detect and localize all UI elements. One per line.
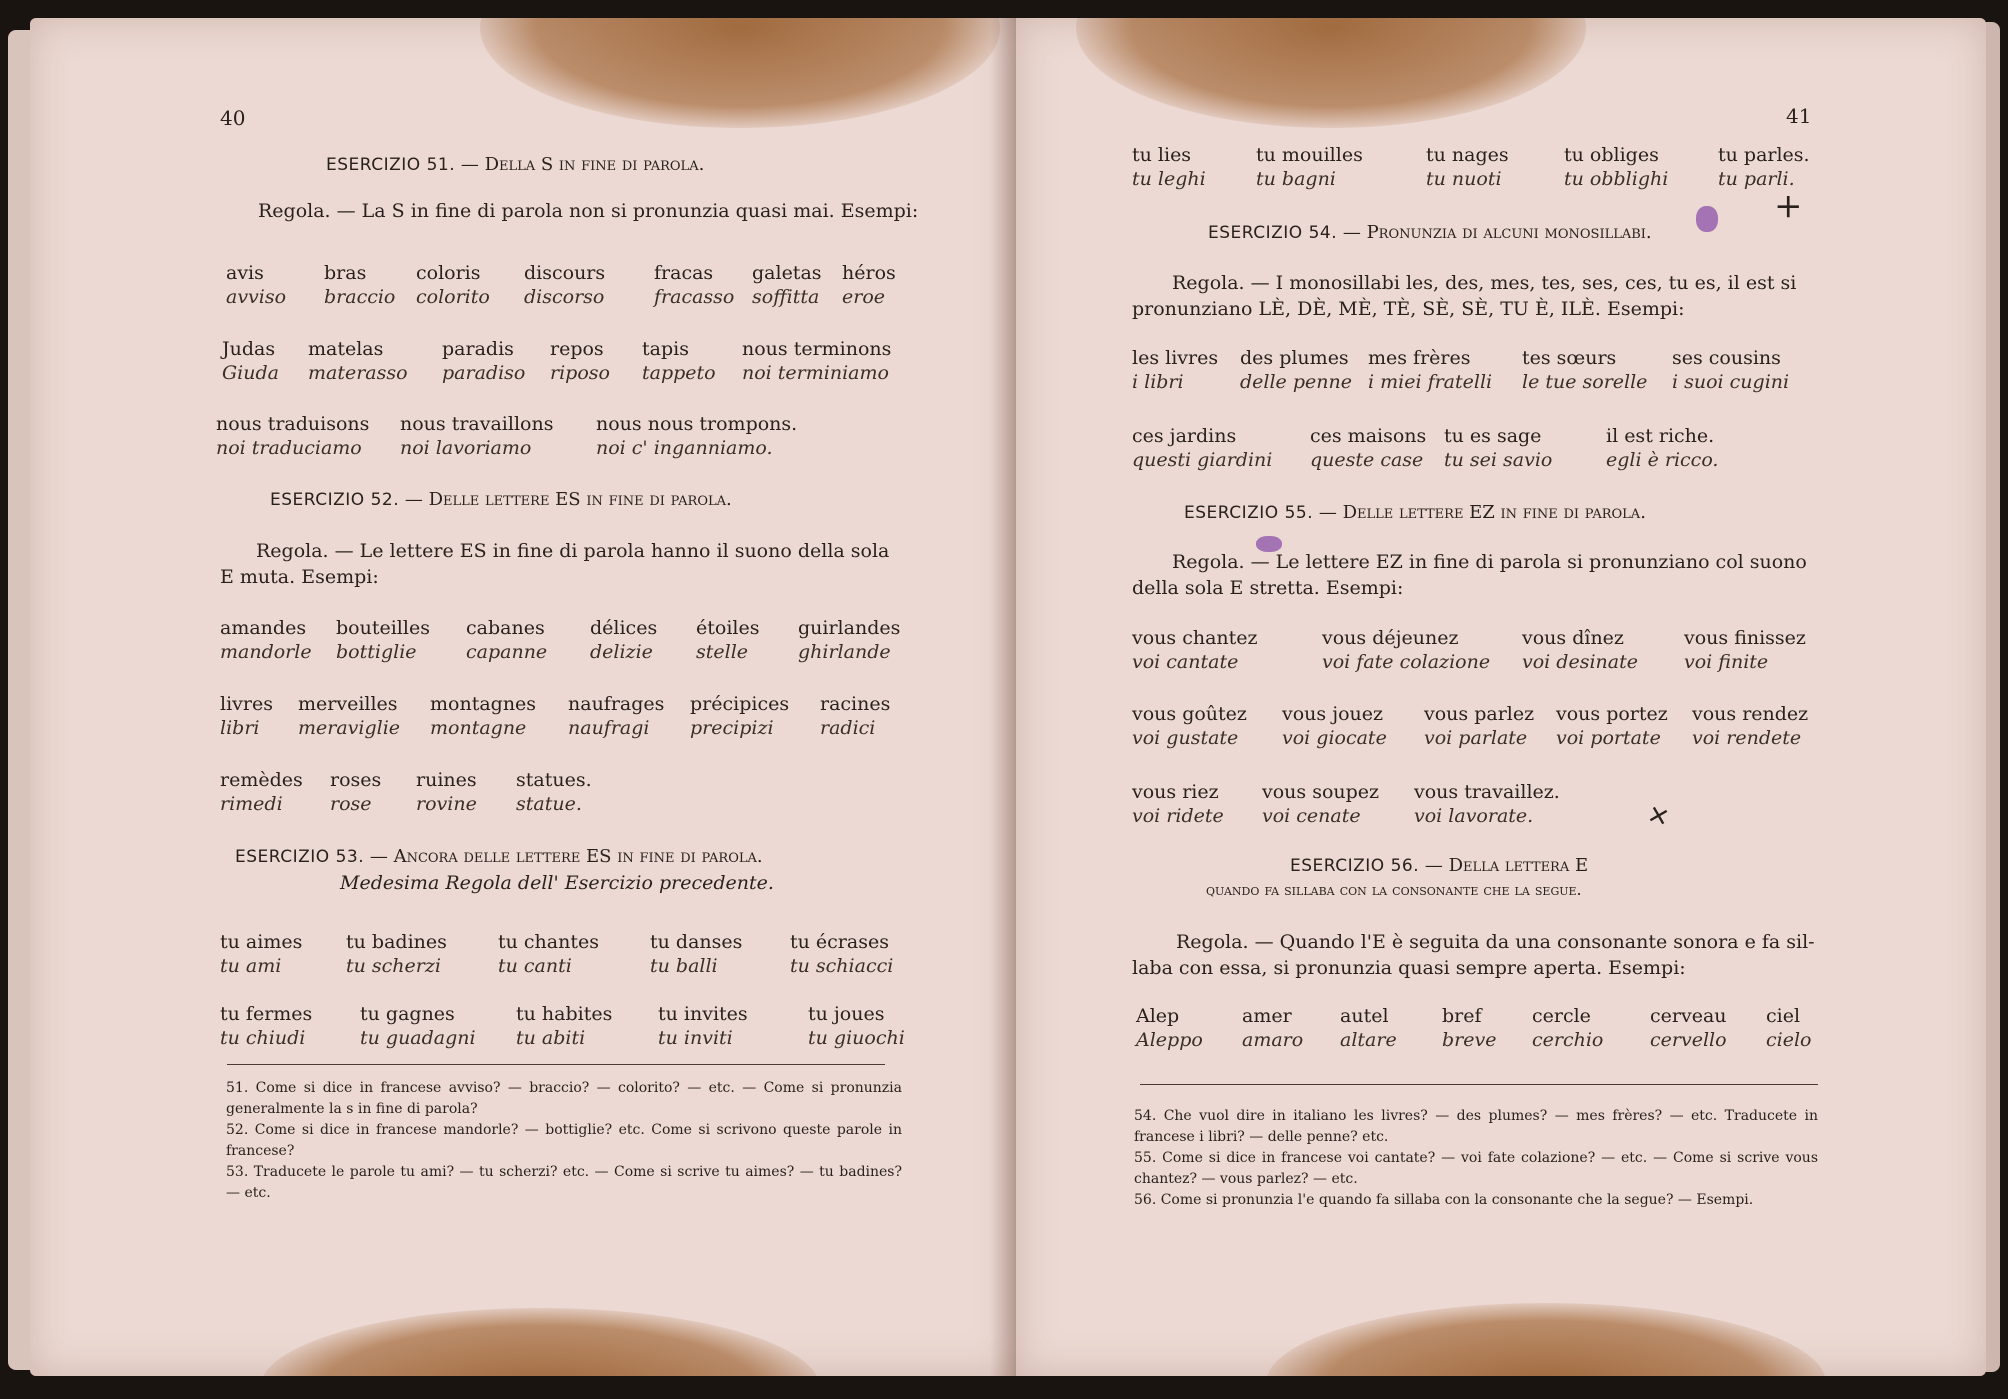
french-word: cabanes xyxy=(466,617,545,639)
french-word: tu parles. xyxy=(1718,144,1810,166)
italian-word: colorito xyxy=(416,286,490,308)
french-word: merveilles xyxy=(298,693,398,715)
french-word: tu invites xyxy=(658,1003,748,1025)
rule-text: Regola. — I monosillabi les, des, mes, tes, ses, ces, tu es, il est si xyxy=(1172,272,1797,294)
rule-text: pronunziano LÈ, DÈ, MÈ, TÈ, SÈ, SÈ, TU È, ILÈ. Esempi: xyxy=(1132,298,1685,320)
french-word: héros xyxy=(842,262,896,284)
french-word: ces jardins xyxy=(1132,425,1237,447)
italian-word: mandorle xyxy=(220,641,312,663)
italian-word: cerchio xyxy=(1532,1029,1604,1051)
french-word: vous jouez xyxy=(1282,703,1384,725)
rule-text: Regola. — La S in fine di parola non si pronunzia quasi mai. Esempi: xyxy=(258,200,919,222)
french-word: tu mouilles xyxy=(1256,144,1363,166)
rule-text: Regola. — Le lettere EZ in fine di parola si pronunziano col suono xyxy=(1172,551,1807,573)
french-word: coloris xyxy=(416,262,481,284)
exercise-heading xyxy=(270,489,732,510)
exercise-title: ESERCIZIO 51. xyxy=(326,155,456,175)
footnote: 53. Traducete le parole tu ami? — tu scherzi? etc. — Come si scrive tu aimes? — tu badines? — etc. xyxy=(226,1164,902,1201)
italian-word: statue. xyxy=(516,793,582,815)
left-page xyxy=(30,18,1016,1376)
italian-word: tu nuoti xyxy=(1426,168,1502,190)
exercise-heading xyxy=(1184,502,1646,523)
italian-word: tu chiudi xyxy=(220,1027,306,1049)
french-word: discours xyxy=(524,262,606,284)
exercise-title: ESERCIZIO 55. xyxy=(1184,503,1314,523)
exercise-subtitle: — Ancora delle lettere ES in fine di parola. xyxy=(369,846,763,867)
french-word: statues. xyxy=(516,769,592,791)
italian-word: voi finite xyxy=(1684,651,1769,673)
italian-word: avviso xyxy=(226,286,287,308)
page-number: 40 xyxy=(220,106,246,130)
italian-word: tu guadagni xyxy=(360,1027,476,1049)
italian-word: tu leghi xyxy=(1132,168,1206,190)
italian-word: voi cantate xyxy=(1132,651,1239,673)
italian-word: precipizi xyxy=(690,717,774,739)
italian-word: tu canti xyxy=(498,955,572,977)
french-word: remèdes xyxy=(220,769,303,791)
water-stain xyxy=(1076,18,1586,128)
french-word: bouteilles xyxy=(336,617,430,639)
french-word: tu aimes xyxy=(220,931,303,953)
italian-word: delizie xyxy=(590,641,653,663)
italian-word: Aleppo xyxy=(1136,1029,1203,1051)
water-stain xyxy=(260,1308,820,1376)
italian-word: tappeto xyxy=(642,362,716,384)
french-word: matelas xyxy=(308,338,384,360)
french-word: nous terminons xyxy=(742,338,892,360)
italian-word: riposo xyxy=(550,362,610,384)
italian-word: tu bagni xyxy=(1256,168,1336,190)
exercise-heading xyxy=(1208,222,1652,243)
footnote-divider xyxy=(227,1064,885,1065)
italian-word: voi gustate xyxy=(1132,727,1239,749)
italian-word: rimedi xyxy=(220,793,283,815)
rule-text: E muta. Esempi: xyxy=(220,566,379,588)
exercise-heading xyxy=(1290,855,1588,876)
italian-word: voi giocate xyxy=(1282,727,1387,749)
italian-word: voi parlate xyxy=(1424,727,1528,749)
ink-blot xyxy=(1696,206,1718,232)
french-word: Judas xyxy=(222,338,276,360)
french-word: nous travaillons xyxy=(400,413,554,435)
italian-word: Giuda xyxy=(222,362,279,384)
page-number: 41 xyxy=(1786,104,1812,128)
italian-word: montagne xyxy=(430,717,527,739)
french-word: montagnes xyxy=(430,693,537,715)
french-word: guirlandes xyxy=(798,617,901,639)
italian-word: ghirlande xyxy=(798,641,891,663)
exercise-subtitle: — Delle lettere ES in fine di parola. xyxy=(404,489,732,510)
rule-text: laba con essa, si pronunzia quasi sempre aperta. Esempi: xyxy=(1132,957,1686,979)
italian-word: tu obblighi xyxy=(1564,168,1669,190)
french-word: tu danses xyxy=(650,931,743,953)
italian-word: discorso xyxy=(524,286,605,308)
french-word: bras xyxy=(324,262,367,284)
french-word: les livres xyxy=(1132,347,1219,369)
french-word: nous nous trompons. xyxy=(596,413,798,435)
french-word: mes frères xyxy=(1368,347,1471,369)
exercise-heading xyxy=(326,154,704,175)
italian-word: amaro xyxy=(1242,1029,1304,1051)
footnote: 52. Come si dice in francese mandorle? — bottiglie? etc. Come si scrivono queste parole in francese? xyxy=(226,1122,902,1159)
italian-word: tu sei savio xyxy=(1444,449,1553,471)
italian-word: voi desinate xyxy=(1522,651,1638,673)
water-stain xyxy=(1266,1303,1826,1376)
italian-word: noi terminiamo xyxy=(742,362,889,384)
french-word: vous déjeunez xyxy=(1322,627,1459,649)
italian-word: paradiso xyxy=(442,362,526,384)
french-word: cerveau xyxy=(1650,1005,1727,1027)
italian-word: tu parli. xyxy=(1718,168,1795,190)
french-word: paradis xyxy=(442,338,514,360)
italian-word: queste case xyxy=(1310,449,1424,471)
exercise-subtitle: — Della lettera E xyxy=(1424,855,1589,876)
french-word: amer xyxy=(1242,1005,1292,1027)
french-word: amandes xyxy=(220,617,307,639)
french-word: ces maisons xyxy=(1310,425,1427,447)
italian-word: tu schiacci xyxy=(790,955,894,977)
italian-word: voi cenate xyxy=(1262,805,1361,827)
french-word: roses xyxy=(330,769,382,791)
french-word: vous rendez xyxy=(1692,703,1809,725)
french-word: vous riez xyxy=(1132,781,1219,803)
italian-word: i suoi cugini xyxy=(1672,371,1790,393)
exercise-title: ESERCIZIO 52. xyxy=(270,490,400,510)
french-word: naufrages xyxy=(568,693,665,715)
pencil-mark: + xyxy=(1638,794,1679,837)
italian-word: tu balli xyxy=(650,955,718,977)
italian-word: fracasso xyxy=(654,286,735,308)
french-word: délices xyxy=(590,617,658,639)
french-word: vous finissez xyxy=(1684,627,1806,649)
ink-blot xyxy=(1256,536,1282,552)
french-word: bref xyxy=(1442,1005,1482,1027)
exercise-title: ESERCIZIO 56. xyxy=(1290,856,1420,876)
french-word: racines xyxy=(820,693,891,715)
french-word: ciel xyxy=(1766,1005,1801,1027)
french-word: tu badines xyxy=(346,931,447,953)
rule-text: della sola E stretta. Esempi: xyxy=(1132,577,1404,599)
italian-word: i miei fratelli xyxy=(1368,371,1493,393)
italian-word: tu ami xyxy=(220,955,282,977)
exercise-subtitle: — Della S in fine di parola. xyxy=(460,154,705,175)
french-word: vous goûtez xyxy=(1132,703,1247,725)
italian-word: noi traduciamo xyxy=(216,437,362,459)
italian-word: eroe xyxy=(842,286,886,308)
french-word: étoiles xyxy=(696,617,760,639)
french-word: tu obliges xyxy=(1564,144,1659,166)
italian-word: rose xyxy=(330,793,372,815)
french-word: précipices xyxy=(690,693,790,715)
italian-word: voi rendete xyxy=(1692,727,1802,749)
italian-word: tu giuochi xyxy=(808,1027,905,1049)
italian-word: voi portate xyxy=(1556,727,1661,749)
italian-word: cielo xyxy=(1766,1029,1812,1051)
italian-word: meraviglie xyxy=(298,717,401,739)
italian-word: capanne xyxy=(466,641,548,663)
italian-word: radici xyxy=(820,717,876,739)
french-word: tu es sage xyxy=(1444,425,1542,447)
french-word: vous dînez xyxy=(1522,627,1624,649)
italian-word: tu inviti xyxy=(658,1027,733,1049)
italian-word: bottiglie xyxy=(336,641,417,663)
exercise-title: ESERCIZIO 54. xyxy=(1208,223,1338,243)
french-word: vous parlez xyxy=(1424,703,1535,725)
exercise-subtitle: quando fa sillaba con la consonante che la segue. xyxy=(1206,880,1582,899)
french-word: ses cousins xyxy=(1672,347,1781,369)
italian-word: voi lavorate. xyxy=(1414,805,1534,827)
french-word: vous portez xyxy=(1556,703,1668,725)
italian-word: soffitta xyxy=(752,286,820,308)
french-word: tu gagnes xyxy=(360,1003,455,1025)
french-word: tes sœurs xyxy=(1522,347,1617,369)
water-stain xyxy=(480,18,1000,128)
french-word: des plumes xyxy=(1240,347,1349,369)
italian-word: tu abiti xyxy=(516,1027,586,1049)
italian-word: egli è ricco. xyxy=(1606,449,1719,471)
french-word: tu fermes xyxy=(220,1003,313,1025)
italian-word: naufragi xyxy=(568,717,650,739)
footnote: 51. Come si dice in francese avviso? — braccio? — colorito? — etc. — Come si pronunzia generalmente la s in fine di parola? xyxy=(226,1080,902,1117)
french-word: fracas xyxy=(654,262,714,284)
italian-word: delle penne xyxy=(1240,371,1352,393)
french-word: tu joues xyxy=(808,1003,885,1025)
rule-text: Regola. — Le lettere ES in fine di parola hanno il suono della sola xyxy=(256,540,890,562)
italian-word: le tue sorelle xyxy=(1522,371,1648,393)
italian-word: altare xyxy=(1340,1029,1397,1051)
footnote-divider xyxy=(1140,1084,1818,1085)
french-word: cercle xyxy=(1532,1005,1591,1027)
footnote: 56. Come si pronunzia l'e quando fa sillaba con la consonante che la segue? — Esempi. xyxy=(1134,1192,1754,1208)
exercise-subtitle: — Pronunzia di alcuni monosillabi. xyxy=(1342,222,1652,243)
italian-word: i libri xyxy=(1132,371,1184,393)
french-word: tu chantes xyxy=(498,931,599,953)
exercise-title: ESERCIZIO 53. xyxy=(235,847,365,867)
french-word: nous traduisons xyxy=(216,413,370,435)
exercise-subtitle: — Delle lettere EZ in fine di parola. xyxy=(1318,502,1646,523)
italian-word: noi lavoriamo xyxy=(400,437,532,459)
right-page xyxy=(1016,18,1986,1376)
exercise-heading xyxy=(235,846,763,867)
french-word: vous soupez xyxy=(1262,781,1380,803)
french-word: tu habites xyxy=(516,1003,613,1025)
french-word: tu nages xyxy=(1426,144,1509,166)
french-word: autel xyxy=(1340,1005,1389,1027)
italian-word: rovine xyxy=(416,793,477,815)
french-word: livres xyxy=(220,693,273,715)
italian-word: stelle xyxy=(696,641,749,663)
footnote: 54. Che vuol dire in italiano les livres? — des plumes? — mes frères? — etc. Traducete in francese i libri? — delle penne? etc. xyxy=(1134,1108,1818,1145)
french-word: avis xyxy=(226,262,264,284)
italian-word: materasso xyxy=(308,362,408,384)
italian-word: voi ridete xyxy=(1132,805,1224,827)
french-word: tu écrases xyxy=(790,931,889,953)
italian-word: braccio xyxy=(324,286,396,308)
french-word: repos xyxy=(550,338,604,360)
french-word: galetas xyxy=(752,262,822,284)
french-word: vous travaillez. xyxy=(1414,781,1560,803)
italian-word: questi giardini xyxy=(1132,449,1273,471)
italian-word: libri xyxy=(220,717,260,739)
italian-word: noi c' inganniamo. xyxy=(596,437,773,459)
french-word: il est riche. xyxy=(1606,425,1715,447)
french-word: tapis xyxy=(642,338,689,360)
french-word: vous chantez xyxy=(1132,627,1258,649)
footnote: 55. Come si dice in francese voi cantate? — voi fate colazione? — etc. — Come si scrive vous chantez? — vous parlez? — etc. xyxy=(1134,1150,1818,1187)
italian-word: voi fate colazione xyxy=(1322,651,1491,673)
french-word: tu lies xyxy=(1132,144,1192,166)
italian-word: breve xyxy=(1442,1029,1497,1051)
rule-text: Regola. — Quando l'E è seguita da una consonante sonora e fa sil- xyxy=(1176,931,1815,953)
exercise-note: Medesima Regola dell' Esercizio precedente. xyxy=(340,872,774,894)
french-word: Alep xyxy=(1136,1005,1180,1027)
pencil-mark: + xyxy=(1774,186,1803,226)
italian-word: tu scherzi xyxy=(346,955,441,977)
italian-word: cervello xyxy=(1650,1029,1727,1051)
french-word: ruines xyxy=(416,769,477,791)
